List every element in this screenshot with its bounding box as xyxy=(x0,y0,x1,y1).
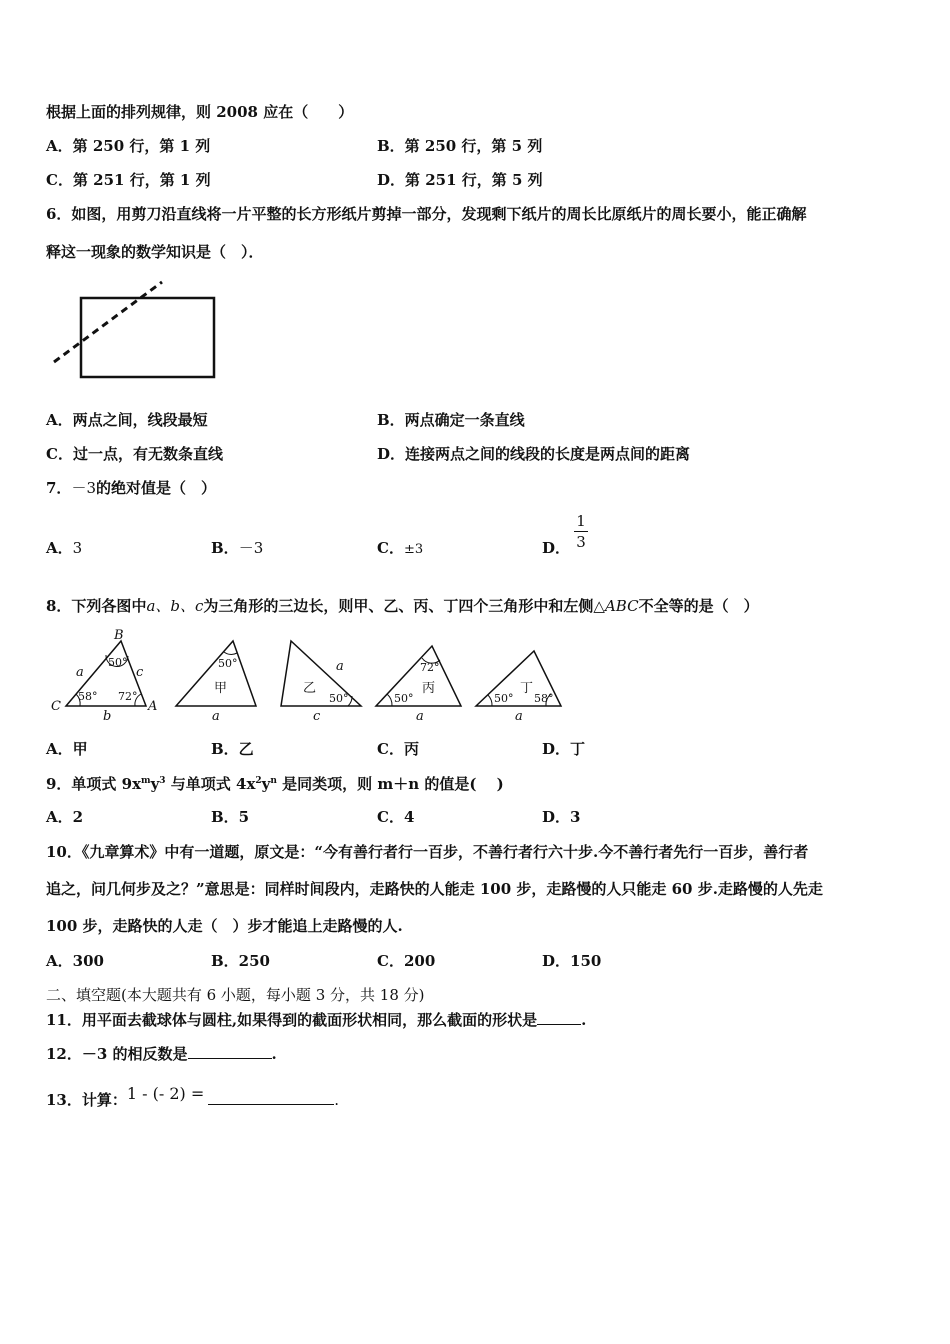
bing-name: 丙 xyxy=(422,681,436,696)
q9-option-b: B．5 xyxy=(211,808,250,826)
fraction-numerator: 1 xyxy=(576,512,586,530)
triangle-yi xyxy=(281,641,361,706)
q8-option-b: B．乙 xyxy=(211,740,254,758)
fraction-bar xyxy=(574,531,588,532)
q7-expression: －3 xyxy=(71,479,96,497)
q5-option-b: B．第 250 行，第 5 列 xyxy=(377,137,543,155)
label-C: C xyxy=(51,699,61,714)
q5-option-a: A．第 250 行，第 1 列 xyxy=(46,137,211,155)
yi-angle: 50° xyxy=(329,692,349,705)
q7-option-b: B．－3 xyxy=(211,539,264,557)
ding-angle-58: 58° xyxy=(534,692,554,705)
q8-option-a: A．甲 xyxy=(46,740,88,758)
fraction-denominator: 3 xyxy=(576,533,586,551)
q6-rectangle-cut-figure xyxy=(46,278,226,386)
q9-option-c: C．4 xyxy=(377,808,415,826)
q8-option-c: C．丙 xyxy=(377,740,419,758)
q6-stem-line2: 释这一现象的数学知识是（ ）． xyxy=(46,243,264,261)
q9-stem: 9．单项式 $9x^my^3$ 与单项式 $4x^2y^n$ 是同类项，则 m＋n 的值是( ) xyxy=(46,775,504,793)
q5-option-d: D．第 251 行，第 5 列 xyxy=(377,171,543,189)
bing-angle-72: 72° xyxy=(420,661,440,674)
angle-B: 50° xyxy=(108,656,128,669)
q7-option-d: D． xyxy=(542,539,571,557)
q12: 12．－3 的相反数是 . xyxy=(46,1045,277,1063)
answer-blank[interactable] xyxy=(188,1044,272,1059)
q10-stem-line1: 10．《九章算术》中有一道题，原文是：“今有善行者行一百步，不善行者行六十步.今不善行者先行一百步，善行者 xyxy=(46,843,809,861)
q6-option-b: B．两点确定一条直线 xyxy=(377,411,525,429)
q10-option-a: A．300 xyxy=(46,952,104,970)
side-b: b xyxy=(103,709,112,724)
q13: 13．计算：1 - (- 2) = . xyxy=(46,1084,340,1109)
bing-side: a xyxy=(416,709,424,724)
paper-rectangle xyxy=(81,298,214,377)
label-A: A xyxy=(148,699,158,714)
q9-option-a: A．2 xyxy=(46,808,84,826)
q10-stem-line3: 100 步，走路快的人走（ ）步才能追上走路慢的人. xyxy=(46,917,403,935)
section2-heading: 二、填空题(本大题共有 6 小题，每小题 3 分，共 18 分) xyxy=(46,986,425,1004)
q9-option-d: D．3 xyxy=(542,808,581,826)
q5-stem: 根据上面的排列规律，则 2008 应在（ ） xyxy=(46,103,354,121)
q10-option-b: B．250 xyxy=(211,952,270,970)
yi-side-a: a xyxy=(336,659,344,674)
answer-blank[interactable] xyxy=(208,1090,334,1105)
q8-option-d: D．丁 xyxy=(542,740,586,758)
jia-angle: 50° xyxy=(218,657,238,670)
q13-expression: 1 - (- 2) = xyxy=(126,1084,205,1103)
ding-name: 丁 xyxy=(520,681,534,696)
q7-option-c: C．±3 xyxy=(377,539,424,557)
yi-name: 乙 xyxy=(303,681,317,696)
q6-stem-line1: 6．如图，用剪刀沿直线将一片平整的长方形纸片剪掉一部分，发现剩下纸片的周长比原纸片的周长要小，能正确解 xyxy=(46,205,807,223)
yi-side-c: c xyxy=(313,709,321,724)
label-B: B xyxy=(114,628,124,643)
angle-C: 58° xyxy=(78,690,98,703)
jia-name: 甲 xyxy=(214,681,228,696)
q7-fraction xyxy=(574,512,588,551)
q6-option-c: C．过一点，有无数条直线 xyxy=(46,445,223,463)
q8-triangles-figure xyxy=(46,626,576,726)
angle-A: 72° xyxy=(118,690,138,703)
ding-angle-50: 50° xyxy=(494,692,514,705)
triangle-jia xyxy=(176,641,256,706)
q6-option-d: D．连接两点之间的线段的长度是两点间的距离 xyxy=(377,445,691,463)
q10-option-d: D．150 xyxy=(542,952,602,970)
q6-option-a: A．两点之间，线段最短 xyxy=(46,411,208,429)
q10-stem-line2: 追之，问几何步及之？”意思是：同样时间段内，走路快的人能走 100 步，走路慢的人只能走 60 步.走路慢的人先走 xyxy=(46,880,823,898)
q8-stem: 8．下列各图中a、b、c为三角形的三边长，则甲、乙、丙、丁四个三角形中和左侧△ABC不全等的是（ ） xyxy=(46,597,759,615)
jia-side: a xyxy=(212,709,220,724)
side-c: c xyxy=(136,665,144,680)
answer-blank[interactable] xyxy=(537,1010,581,1025)
q11: 11．用平面去截球体与圆柱,如果得到的截面形状相同，那么截面的形状是 . xyxy=(46,1011,587,1029)
cut-line xyxy=(54,282,162,362)
side-a: a xyxy=(76,665,84,680)
q7-stem: 7．－3的绝对值是（ ） xyxy=(46,479,216,497)
ding-side: a xyxy=(515,709,523,724)
triangle-bing xyxy=(376,646,461,706)
q5-option-c: C．第 251 行，第 1 列 xyxy=(46,171,211,189)
bing-angle-50: 50° xyxy=(394,692,414,705)
q10-option-c: C．200 xyxy=(377,952,436,970)
q7-option-a: A．3 xyxy=(46,539,83,557)
